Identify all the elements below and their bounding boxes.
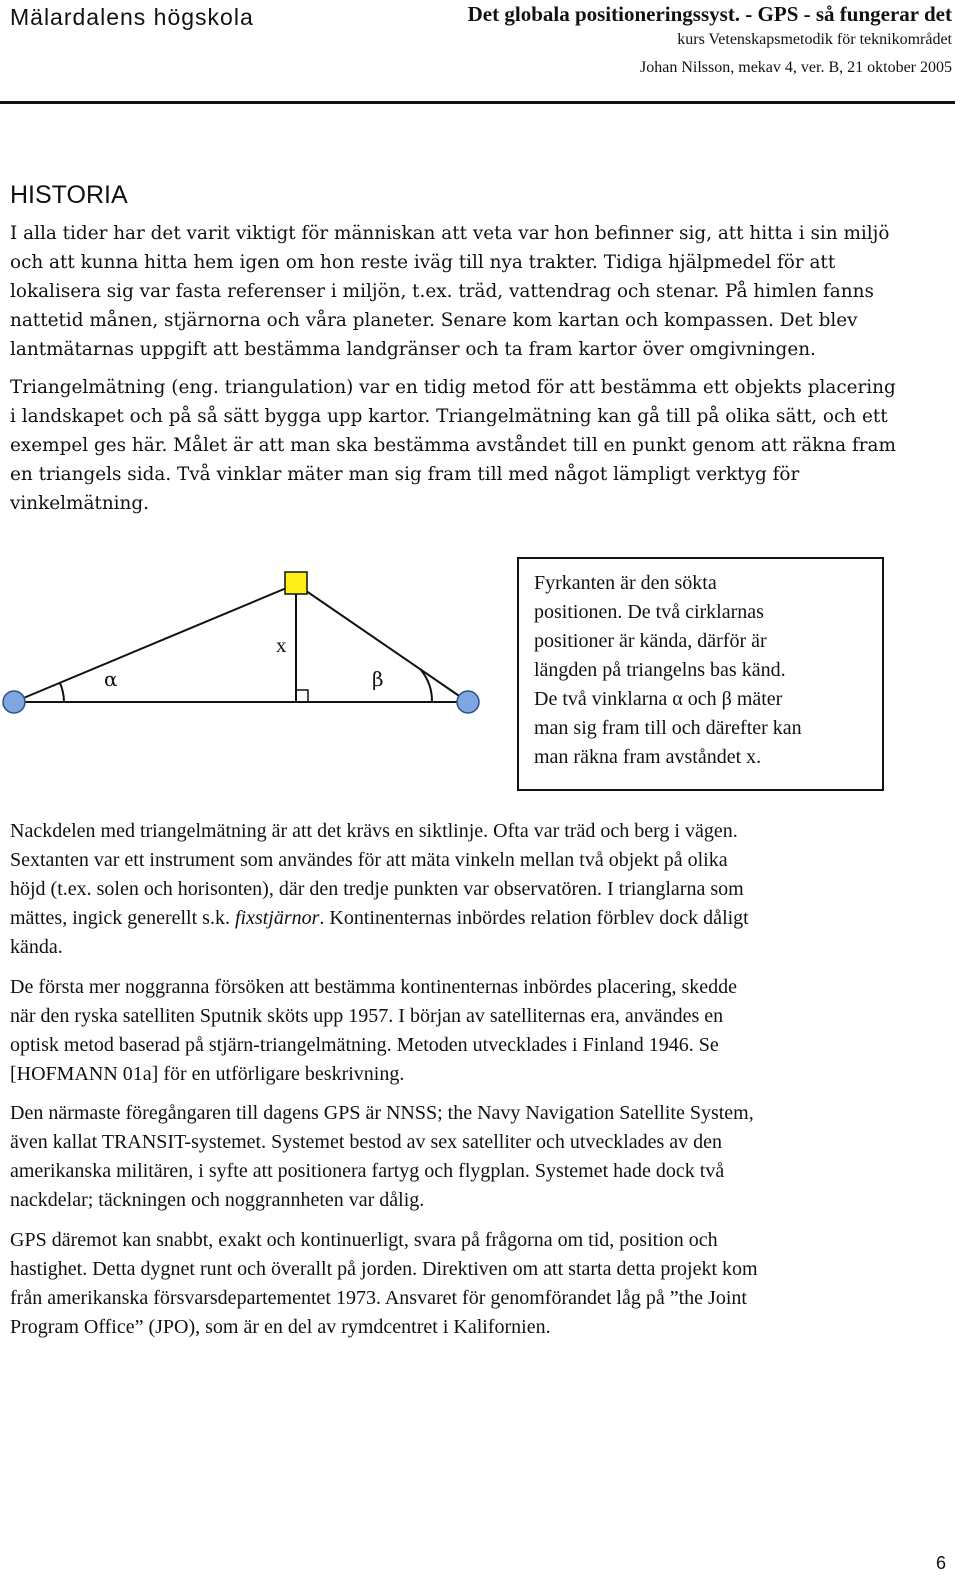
text-line: positionen. De två cirklarnas [534, 601, 764, 623]
text-line: man räkna fram avståndet x. [534, 746, 762, 768]
paragraph-intro [10, 219, 945, 364]
page-number: 6 [935, 1553, 946, 1573]
text-segment: mättes, ingick generellt s.k. [10, 907, 235, 929]
text-line: De två vinklarna α och β mäter [534, 688, 783, 710]
triangle-left-side [14, 584, 296, 702]
alpha-label: α [104, 667, 118, 691]
text-line: och att kunna hitta hem igen om hon reste iväg till nya trakter. Tidiga hjälpmedel för att [10, 252, 836, 273]
paragraph-gps [10, 1226, 945, 1342]
beta-label: β [372, 667, 384, 691]
text-line: lantmätarnas uppgift att bestämma landgränser och ta fram kartor över omgivningen. [10, 339, 816, 360]
text-segment: . Kontinenternas inbördes relation förblev dock dåligt [319, 907, 749, 929]
text-line: De första mer noggranna försöken att bestämma kontinenternas inbördes placering, skedde [10, 976, 737, 998]
text-line: Den närmaste föregångaren till dagens GPS är NNSS; the Navy Navigation Satellite System, [10, 1102, 754, 1124]
header-divider [0, 101, 955, 104]
text-line: I alla tider har det varit viktigt för människan att veta var hon befinner sig, att hitta i sin miljö [10, 223, 890, 244]
paragraph-sputnik [10, 973, 945, 1089]
known-point-left [3, 691, 25, 713]
page-header [0, 0, 960, 104]
diagram-explanation-box [517, 557, 884, 791]
text-line: från amerikanska försvarsdepartementet 1973. Ansvaret för genomförandet låg på ”the Joint [10, 1287, 747, 1309]
text-line: exempel ges här. Målet är att man ska bestämma avståndet till en punkt genom att räkna fram [10, 435, 896, 456]
paragraph-drawbacks [10, 817, 945, 962]
document-title: Det globala positioneringssyst. - GPS - så fungerar det [467, 2, 952, 26]
text-line: kända. [10, 936, 63, 958]
text-line: en triangels sida. Två vinklar mäter man sig fram till med något lämpligt verktyg för [10, 464, 800, 485]
text-line: optisk metod baserad på stjärn-triangelmätning. Metoden utvecklades i Finland 1946. Se [10, 1034, 719, 1056]
right-angle-marker [296, 690, 308, 702]
text-line [10, 904, 945, 933]
text-line: nattetid månen, stjärnorna och våra planeter. Senare kom kartan och kompassen. Det blev [10, 310, 858, 331]
triangulation-diagram [0, 560, 512, 730]
beta-angle-arc [421, 670, 432, 702]
paragraph-nnss [10, 1099, 945, 1215]
text-line: Program Office” (JPO), som är en del av rymdcentret i Kalifornien. [10, 1316, 551, 1338]
text-line: vinkelmätning. [10, 493, 150, 514]
emphasis-term: fixstjärnor [234, 907, 320, 929]
text-line: Fyrkanten är den sökta [534, 572, 717, 594]
text-line: i landskapet och på så sätt bygga upp kartor. Triangelmätning kan gå till på olika sätt, och ett [10, 406, 888, 427]
alpha-angle-arc [60, 683, 64, 702]
text-line: [HOFMANN 01a] för en utförligare beskrivning. [10, 1063, 405, 1085]
text-line: hastighet. Detta dygnet runt och överallt på jorden. Direktiven om att starta detta projekt kom [10, 1258, 758, 1280]
text-line: man sig fram till och därefter kan [534, 717, 802, 739]
text-line: när den ryska satelliten Sputnik sköts upp 1957. I början av satelliternas era, användes en [10, 1005, 724, 1027]
text-line: GPS däremot kan snabbt, exakt och kontinuerligt, svara på frågorna om tid, position och [10, 1229, 718, 1251]
section-title: HISTORIA [10, 181, 128, 209]
text-line: höjd (t.ex. solen och horisonten), där den tredje punkten var observatören. I trianglarna som [10, 878, 744, 900]
text-line: amerikanska militären, i syfte att positionera fartyg och flygplan. Systemet hade dock två [10, 1160, 725, 1182]
school-name: Mälardalens högskola [10, 4, 254, 30]
text-line: Nackdelen med triangelmätning är att det krävs en siktlinje. Ofta var träd och berg i vägen. [10, 820, 738, 842]
text-line: positioner är kända, därför är [534, 630, 767, 652]
text-line: även kallat TRANSIT-systemet. Systemet bestod av sex satelliter och utvecklades av den [10, 1131, 723, 1153]
text-line: längden på triangelns bas känd. [534, 659, 786, 681]
text-line: Triangelmätning (eng. triangulation) var en tidig metod för att bestämma ett objekts placering [10, 377, 896, 398]
author-version-date: Johan Nilsson, mekav 4, ver. B, 21 oktober 2005 [640, 59, 952, 76]
text-line: lokalisera sig var fasta referenser i miljön, t.ex. träd, vattendrag och stenar. På himlen fanns [10, 281, 874, 302]
course-name: kurs Vetenskapsmetodik för teknikområdet [677, 31, 952, 48]
diagram-explanation-text [519, 559, 882, 772]
paragraph-triangulation [10, 373, 945, 518]
x-label: x [276, 633, 287, 657]
sought-position-square [285, 572, 307, 594]
known-point-right [457, 691, 479, 713]
text-line: nackdelar; täckningen och noggrannheten var dålig. [10, 1189, 425, 1211]
text-line: Sextanten var ett instrument som användes för att mäta vinkeln mellan två objekt på olika [10, 849, 728, 871]
